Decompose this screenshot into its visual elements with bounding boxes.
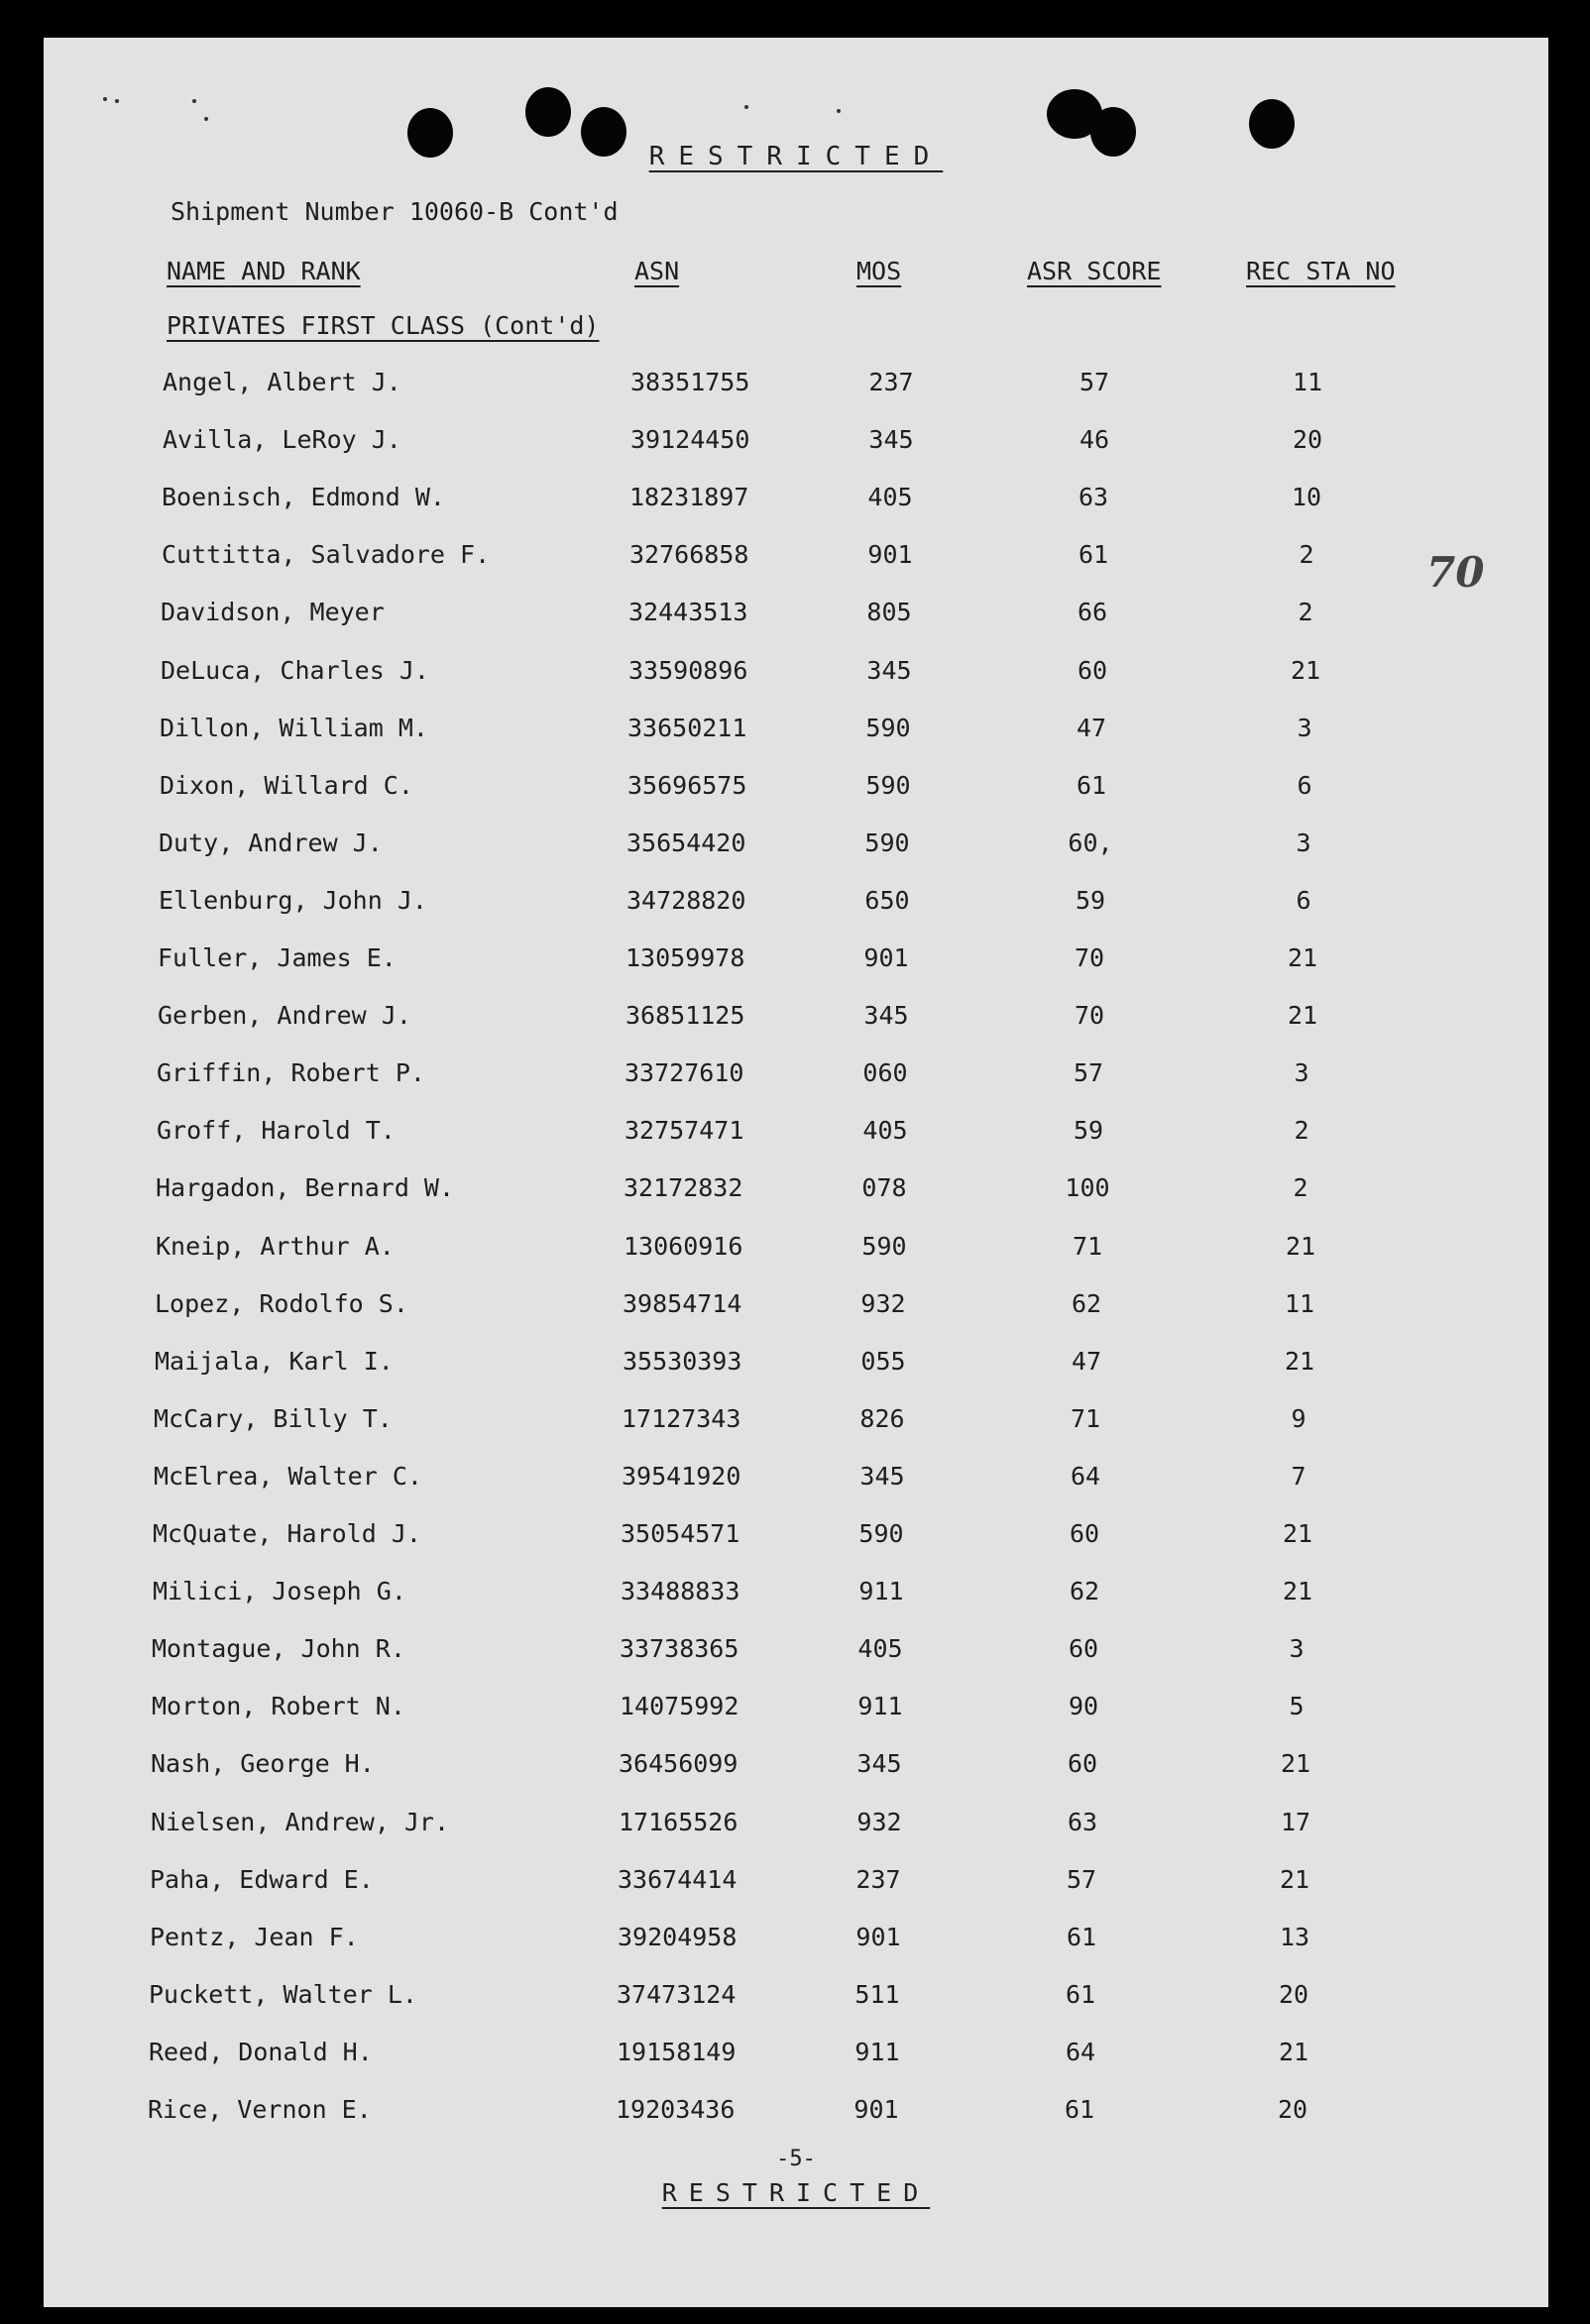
- row-asr-score: 70: [1074, 943, 1105, 972]
- row-asr-score: 66: [1077, 598, 1108, 627]
- row-asn: 32443513: [628, 598, 748, 627]
- table-row: [44, 1462, 1548, 1501]
- column-header-mos: MOS: [856, 257, 902, 285]
- table-row: [44, 1577, 1548, 1616]
- row-mos: 345: [868, 425, 914, 455]
- table-row: [44, 1692, 1548, 1731]
- row-mos: 345: [866, 655, 912, 685]
- column-header-name: NAME AND RANK: [167, 257, 361, 285]
- row-rec-sta-no: 2: [1299, 540, 1314, 570]
- ink-speck: [115, 99, 119, 103]
- row-asn: 39854714: [623, 1288, 742, 1318]
- table-row: [44, 1116, 1548, 1156]
- row-mos: 932: [860, 1288, 906, 1318]
- row-mos: 911: [857, 1692, 903, 1721]
- row-name: Dixon, Willard C.: [160, 770, 413, 800]
- table-row: [44, 829, 1548, 868]
- row-asr-score: 57: [1066, 1864, 1097, 1894]
- row-asr-score: 62: [1071, 1288, 1102, 1318]
- row-mos: 345: [856, 1749, 902, 1779]
- row-mos: 901: [867, 540, 913, 570]
- row-name: Griffin, Robert P.: [157, 1058, 425, 1088]
- ink-speck: [192, 99, 196, 103]
- table-row: [44, 540, 1548, 580]
- table-row: [44, 1347, 1548, 1386]
- row-asr-score: 60: [1069, 1519, 1100, 1548]
- row-asn: 33590896: [628, 655, 748, 685]
- table-row: [44, 943, 1548, 983]
- row-name: Montague, John R.: [152, 1634, 405, 1664]
- row-name: McCary, Billy T.: [154, 1403, 393, 1433]
- row-asr-score: 61: [1078, 540, 1109, 570]
- row-mos: 345: [859, 1461, 905, 1491]
- column-header-asr-score: ASR SCORE: [1027, 257, 1162, 285]
- row-name: Gerben, Andrew J.: [158, 1001, 411, 1031]
- ink-speck: [744, 105, 748, 109]
- row-asr-score: 61: [1064, 2095, 1095, 2124]
- row-asn: 35696575: [627, 770, 747, 800]
- row-asn: 37473124: [617, 1979, 737, 2009]
- row-name: Angel, Albert J.: [163, 368, 401, 396]
- table-row: [44, 1058, 1548, 1098]
- row-mos: 805: [866, 598, 912, 627]
- row-name: Rice, Vernon E.: [148, 2095, 372, 2124]
- row-asn: 35654420: [626, 828, 746, 857]
- row-asn: 33674414: [618, 1864, 738, 1894]
- row-name: Fuller, James E.: [158, 943, 397, 972]
- shipment-number: Shipment Number 10060-B Cont'd: [170, 197, 619, 226]
- row-asn: 33488833: [621, 1577, 740, 1606]
- row-asn: 13059978: [625, 943, 745, 972]
- row-asr-score: 63: [1078, 483, 1109, 512]
- row-asr-score: 71: [1070, 1403, 1101, 1433]
- row-asn: 34728820: [626, 885, 746, 915]
- table-row: [44, 1173, 1548, 1213]
- row-asr-score: 60,: [1068, 828, 1113, 857]
- row-rec-sta-no: 21: [1282, 1577, 1313, 1606]
- row-name: Puckett, Walter L.: [149, 1979, 417, 2009]
- row-rec-sta-no: 21: [1280, 1749, 1311, 1779]
- row-mos: 590: [861, 1231, 907, 1261]
- ink-speck: [103, 97, 107, 101]
- table-row: [44, 1749, 1548, 1789]
- row-asn: 36851125: [625, 1001, 745, 1031]
- row-name: Cuttitta, Salvadore F.: [162, 540, 491, 570]
- table-row: [44, 1808, 1548, 1847]
- row-asn: 32766858: [629, 540, 749, 570]
- row-mos: 650: [864, 885, 910, 915]
- row-asr-score: 47: [1076, 713, 1107, 742]
- row-mos: 055: [860, 1346, 906, 1376]
- table-row: [44, 483, 1548, 522]
- row-rec-sta-no: 11: [1292, 368, 1323, 396]
- row-name: Avilla, LeRoy J.: [163, 425, 401, 455]
- table-row: [44, 1404, 1548, 1444]
- row-asr-score: 59: [1073, 1116, 1104, 1146]
- row-asn: 39204958: [618, 1922, 738, 1951]
- column-header-rec-sta-no: REC STA NO: [1246, 257, 1396, 285]
- row-name: McElrea, Walter C.: [154, 1461, 422, 1491]
- row-rec-sta-no: 20: [1292, 425, 1323, 455]
- document-page: [44, 38, 1548, 2307]
- row-asr-score: 60: [1067, 1749, 1098, 1779]
- row-mos: 826: [859, 1403, 905, 1433]
- row-asr-score: 90: [1068, 1692, 1099, 1721]
- row-rec-sta-no: 11: [1284, 1288, 1315, 1318]
- row-rec-sta-no: 6: [1297, 770, 1312, 800]
- row-rec-sta-no: 17: [1280, 1807, 1311, 1836]
- row-asr-score: 70: [1074, 1001, 1105, 1031]
- row-asr-score: 61: [1076, 770, 1107, 800]
- row-mos: 901: [863, 943, 909, 972]
- row-asn: 32172832: [624, 1173, 743, 1203]
- column-header-asn: ASN: [634, 257, 680, 285]
- row-mos: 590: [865, 770, 911, 800]
- ink-speck: [204, 117, 208, 121]
- row-rec-sta-no: 5: [1289, 1692, 1305, 1721]
- row-rec-sta-no: 10: [1291, 483, 1322, 512]
- row-asr-score: 59: [1075, 885, 1106, 915]
- row-mos: 911: [854, 2037, 900, 2066]
- restricted-footer: RESTRICTED: [661, 2178, 931, 2207]
- section-title: PRIVATES FIRST CLASS (Cont'd): [167, 311, 600, 340]
- row-mos: 932: [856, 1807, 902, 1836]
- row-rec-sta-no: 6: [1296, 885, 1311, 915]
- row-asn: 35530393: [623, 1346, 742, 1376]
- table-row: [44, 1923, 1548, 1962]
- row-mos: 405: [867, 483, 913, 512]
- ink-speck: [837, 109, 841, 113]
- table-row: [44, 1865, 1548, 1905]
- row-asn: 33727610: [625, 1058, 744, 1088]
- row-asn: 36456099: [619, 1749, 738, 1779]
- table-row: [44, 1634, 1548, 1674]
- row-mos: 590: [864, 828, 910, 857]
- row-asr-score: 60: [1068, 1634, 1099, 1664]
- row-asn: 17165526: [619, 1807, 738, 1836]
- row-asn: 39124450: [630, 425, 750, 455]
- table-row: [44, 2038, 1548, 2077]
- row-rec-sta-no: 3: [1297, 713, 1312, 742]
- row-asr-score: 47: [1071, 1346, 1102, 1376]
- row-name: Nielsen, Andrew, Jr.: [151, 1807, 450, 1836]
- punch-hole-2: [525, 87, 571, 137]
- row-name: Groff, Harold T.: [157, 1116, 396, 1146]
- row-asn: 17127343: [622, 1403, 741, 1433]
- restricted-header: RESTRICTED: [648, 142, 944, 171]
- row-asn: 19158149: [617, 2037, 737, 2066]
- row-mos: 078: [861, 1173, 907, 1203]
- row-rec-sta-no: 3: [1294, 1058, 1309, 1088]
- row-name: Maijala, Karl I.: [155, 1346, 394, 1376]
- row-asr-score: 64: [1065, 2037, 1096, 2066]
- row-rec-sta-no: 2: [1293, 1173, 1308, 1203]
- row-rec-sta-no: 21: [1287, 943, 1318, 972]
- row-asr-score: 61: [1065, 1979, 1096, 2009]
- row-asn: 32757471: [625, 1116, 744, 1146]
- row-asr-score: 71: [1072, 1231, 1103, 1261]
- row-rec-sta-no: 21: [1279, 1864, 1310, 1894]
- row-asr-score: 64: [1070, 1461, 1101, 1491]
- row-mos: 237: [868, 368, 914, 396]
- row-asr-score: 57: [1079, 368, 1110, 396]
- row-name: Milici, Joseph G.: [153, 1577, 406, 1606]
- table-row: [44, 1519, 1548, 1559]
- row-rec-sta-no: 2: [1298, 598, 1313, 627]
- row-name: Boenisch, Edmond W.: [162, 483, 445, 512]
- row-asn: 18231897: [629, 483, 749, 512]
- row-name: Dillon, William M.: [160, 713, 428, 742]
- row-mos: 901: [855, 1922, 901, 1951]
- row-rec-sta-no: 21: [1284, 1346, 1315, 1376]
- row-asn: 33738365: [620, 1634, 739, 1664]
- row-asr-score: 62: [1069, 1577, 1100, 1606]
- table-row: [44, 1289, 1548, 1329]
- row-asn: 39541920: [622, 1461, 741, 1491]
- row-name: Reed, Donald H.: [149, 2037, 373, 2066]
- table-row: [44, 1232, 1548, 1272]
- row-asn: 14075992: [620, 1692, 739, 1721]
- row-rec-sta-no: 13: [1279, 1922, 1310, 1951]
- row-asn: 13060916: [624, 1231, 743, 1261]
- margin-note: 70: [1426, 548, 1485, 597]
- table-row: [44, 714, 1548, 753]
- table-row: [44, 886, 1548, 926]
- table-row: [44, 2095, 1548, 2135]
- row-mos: 060: [862, 1058, 908, 1088]
- row-rec-sta-no: 21: [1278, 2037, 1309, 2066]
- row-mos: 237: [855, 1864, 901, 1894]
- row-name: Ellenburg, John J.: [159, 885, 427, 915]
- table-row: [44, 598, 1548, 637]
- row-asn: 35054571: [621, 1519, 740, 1548]
- row-mos: 590: [858, 1519, 904, 1548]
- table-row: [44, 771, 1548, 811]
- row-asn: 38351755: [630, 368, 750, 396]
- row-mos: 511: [854, 1979, 900, 2009]
- row-asr-score: 46: [1079, 425, 1110, 455]
- row-mos: 405: [862, 1116, 908, 1146]
- row-asr-score: 57: [1073, 1058, 1104, 1088]
- table-row: [44, 1001, 1548, 1041]
- table-row: [44, 368, 1548, 407]
- row-name: Davidson, Meyer: [161, 598, 385, 627]
- table-row: [44, 656, 1548, 696]
- row-asn: 33650211: [627, 713, 747, 742]
- row-name: McQuate, Harold J.: [153, 1519, 421, 1548]
- row-name: DeLuca, Charles J.: [161, 655, 429, 685]
- table-row: [44, 425, 1548, 465]
- row-mos: 590: [865, 713, 911, 742]
- row-asr-score: 61: [1066, 1922, 1097, 1951]
- row-rec-sta-no: 21: [1285, 1231, 1316, 1261]
- row-mos: 901: [853, 2095, 899, 2124]
- row-name: Morton, Robert N.: [152, 1692, 405, 1721]
- row-rec-sta-no: 7: [1291, 1461, 1306, 1491]
- row-name: Duty, Andrew J.: [159, 828, 383, 857]
- page-number: -5-: [776, 2147, 816, 2171]
- row-name: Pentz, Jean F.: [150, 1922, 359, 1951]
- row-rec-sta-no: 3: [1296, 828, 1311, 857]
- row-mos: 405: [857, 1634, 903, 1664]
- row-rec-sta-no: 20: [1278, 1979, 1309, 2009]
- row-name: Hargadon, Bernard W.: [156, 1173, 455, 1203]
- table-row: [44, 1980, 1548, 2020]
- row-rec-sta-no: 21: [1290, 655, 1321, 685]
- row-name: Paha, Edward E.: [150, 1864, 374, 1894]
- row-rec-sta-no: 9: [1291, 1403, 1306, 1433]
- row-mos: 911: [858, 1577, 904, 1606]
- row-name: Nash, George H.: [151, 1749, 375, 1779]
- row-name: Kneip, Arthur A.: [156, 1231, 395, 1261]
- row-rec-sta-no: 21: [1287, 1001, 1318, 1031]
- row-rec-sta-no: 20: [1277, 2095, 1308, 2124]
- row-asn: 19203436: [616, 2095, 736, 2124]
- row-rec-sta-no: 3: [1289, 1634, 1305, 1664]
- row-rec-sta-no: 21: [1282, 1519, 1313, 1548]
- row-asr-score: 63: [1067, 1807, 1098, 1836]
- row-name: Lopez, Rodolfo S.: [155, 1288, 408, 1318]
- row-mos: 345: [863, 1001, 909, 1031]
- row-rec-sta-no: 2: [1294, 1116, 1309, 1146]
- row-asr-score: 100: [1065, 1173, 1110, 1203]
- row-asr-score: 60: [1077, 655, 1108, 685]
